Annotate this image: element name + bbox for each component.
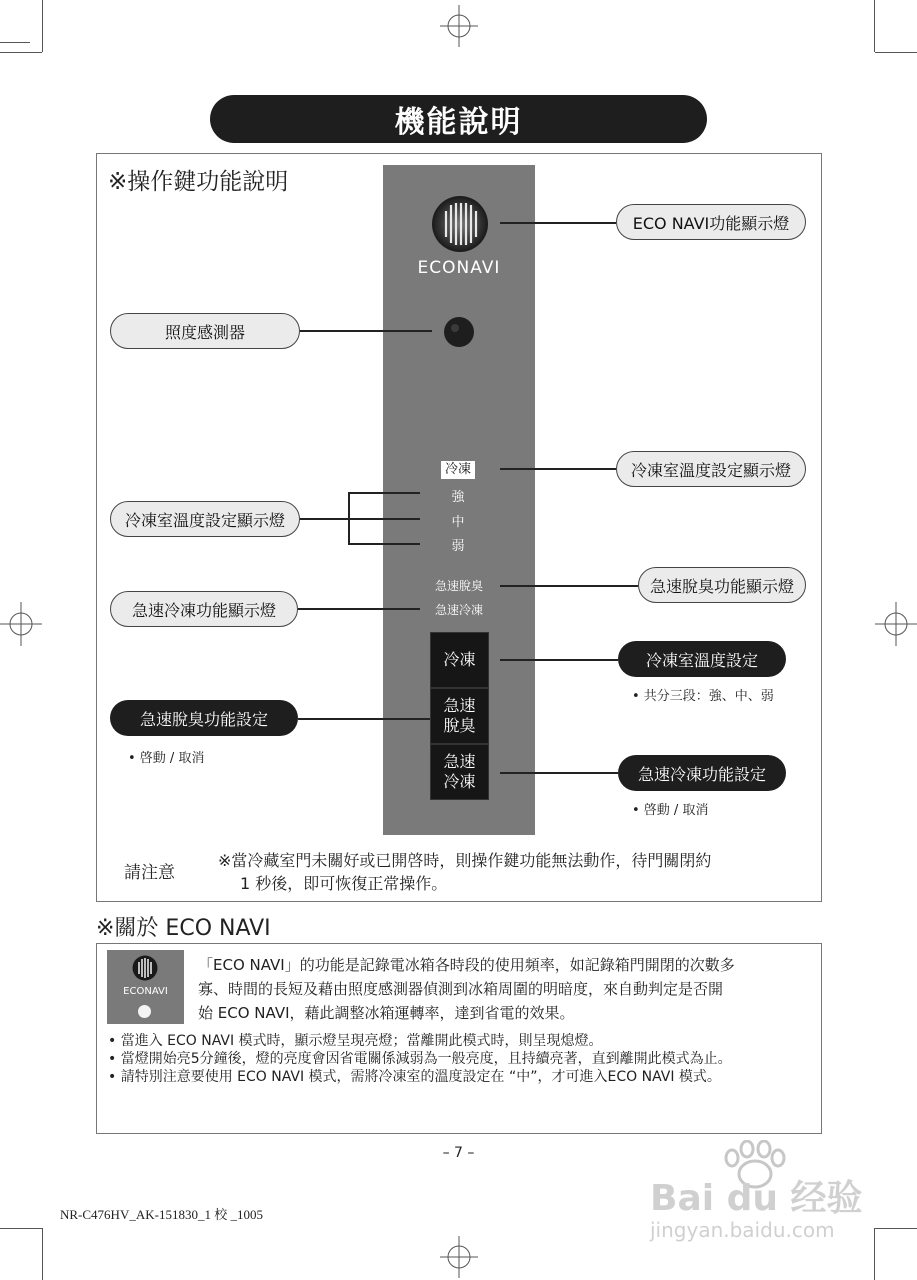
eco-navi-indicator-icon <box>431 195 489 253</box>
quick-deodor-note: • 啓動 / 取消 <box>128 751 205 766</box>
connector-line <box>500 468 616 470</box>
list-item: • 當進入 ECO NAVI 模式時，顯示燈呈現亮燈；當離開此模式時，則呈現熄燈。 <box>108 1033 603 1049</box>
caution-line-1: ※當冷藏室門未關好或已開啓時，則操作鍵功能無法動作，待門關閉約 <box>218 851 712 870</box>
list-item: • 請特別注意要使用 ECO NAVI 模式，需將冷凍室的溫度設定在 “中”，才可進入ECO NAVI 模式。 <box>108 1069 721 1085</box>
section1-heading: ※操作鍵功能說明 <box>108 169 289 195</box>
econavi-paragraph-line-3: 始 ECO NAVI，藉此調整冰箱運轉率，達到省電的效果。 <box>198 1004 575 1022</box>
freeze-indicator-label: 冷凍 <box>441 461 475 479</box>
freezer-temp-light-callout-left: 冷凍室溫度設定顯示燈 <box>110 501 300 537</box>
level-weak-label: 弱 <box>451 539 465 554</box>
connector-line <box>298 608 420 610</box>
econavi-paragraph-line-2: 寡、時間的長短及藉由照度感測器偵測到冰箱周圍的明暗度，來自動判定是否開 <box>198 980 724 998</box>
registration-mark-top <box>440 5 478 47</box>
small-sensor-icon <box>138 1005 151 1018</box>
level-strong-label: 強 <box>451 490 465 505</box>
quick-deodor-button[interactable]: 急速 脫臭 <box>430 688 489 744</box>
page-title: 機能說明 <box>210 95 707 143</box>
freezer-temp-note: • 共分三段：強、中、弱 <box>632 689 774 704</box>
bracket-line <box>348 492 420 494</box>
quick-freeze-note: • 啓動 / 取消 <box>632 803 709 818</box>
connector-line <box>300 330 432 332</box>
connector-line <box>500 659 618 661</box>
freezer-temp-light-callout-right: 冷凍室溫度設定顯示燈 <box>616 451 806 487</box>
quick-freeze-setting-callout: 急速冷凍功能設定 <box>618 755 786 791</box>
bracket-line <box>348 518 420 520</box>
freeze-button[interactable]: 冷凍 <box>430 632 489 688</box>
registration-mark-bottom <box>440 1236 478 1278</box>
footer-code: NR-C476HV_AK-151830_1 校 _1005 <box>60 1207 263 1222</box>
baidu-watermark <box>650 1140 910 1250</box>
caution-line-2: 1 秒後，即可恢復正常操作。 <box>240 874 448 893</box>
connector-line <box>500 585 638 587</box>
quick-freeze-indicator-label: 急速冷凍 <box>434 603 483 617</box>
watermark-url: jingyan.baidu.com <box>650 1218 835 1242</box>
econavi-bullet-list <box>108 1033 813 1087</box>
connector-line <box>300 518 350 520</box>
eco-navi-small-icon <box>132 954 158 982</box>
connector-line <box>500 222 616 224</box>
quick-deodor-setting-callout: 急速脫臭功能設定 <box>110 700 298 736</box>
light-sensor-callout: 照度感測器 <box>110 313 300 349</box>
econavi-paragraph-line-1: 「ECO NAVI」的功能是記錄電冰箱各時段的使用頻率，如記錄箱門開閉的次數多 <box>198 956 735 974</box>
quick-deodor-indicator-label: 急速脫臭 <box>434 579 483 593</box>
watermark-brand: Bai du 经验 <box>650 1178 863 1219</box>
caution-label: 請注意 <box>124 863 175 883</box>
registration-mark-left <box>0 602 42 646</box>
list-item: • 當燈開始亮5分鐘後，燈的亮度會因省電關係減弱為一般亮度，且持續亮著，直到離開此模式為止。 <box>108 1051 732 1067</box>
econavi-small-logo-text: ECONAVI <box>123 986 168 997</box>
light-sensor-icon <box>443 316 475 348</box>
bracket-line <box>348 543 420 545</box>
quick-deodor-light-callout: 急速脫臭功能顯示燈 <box>638 567 806 603</box>
registration-mark-right <box>875 602 917 646</box>
connector-line <box>500 772 618 774</box>
econavi-logo-text: ECONAVI <box>417 258 501 278</box>
eco-navi-light-callout: ECO NAVI功能顯示燈 <box>616 204 806 240</box>
quick-freeze-light-callout: 急速冷凍功能顯示燈 <box>110 591 298 627</box>
connector-line <box>298 718 430 720</box>
freezer-temp-setting-callout: 冷凍室溫度設定 <box>618 641 786 677</box>
level-medium-label: 中 <box>451 515 465 530</box>
quick-freeze-button[interactable]: 急速 冷凍 <box>430 744 489 800</box>
page-number: – 7 – <box>442 1145 475 1161</box>
section2-heading: ※關於 ECO NAVI <box>96 916 271 941</box>
